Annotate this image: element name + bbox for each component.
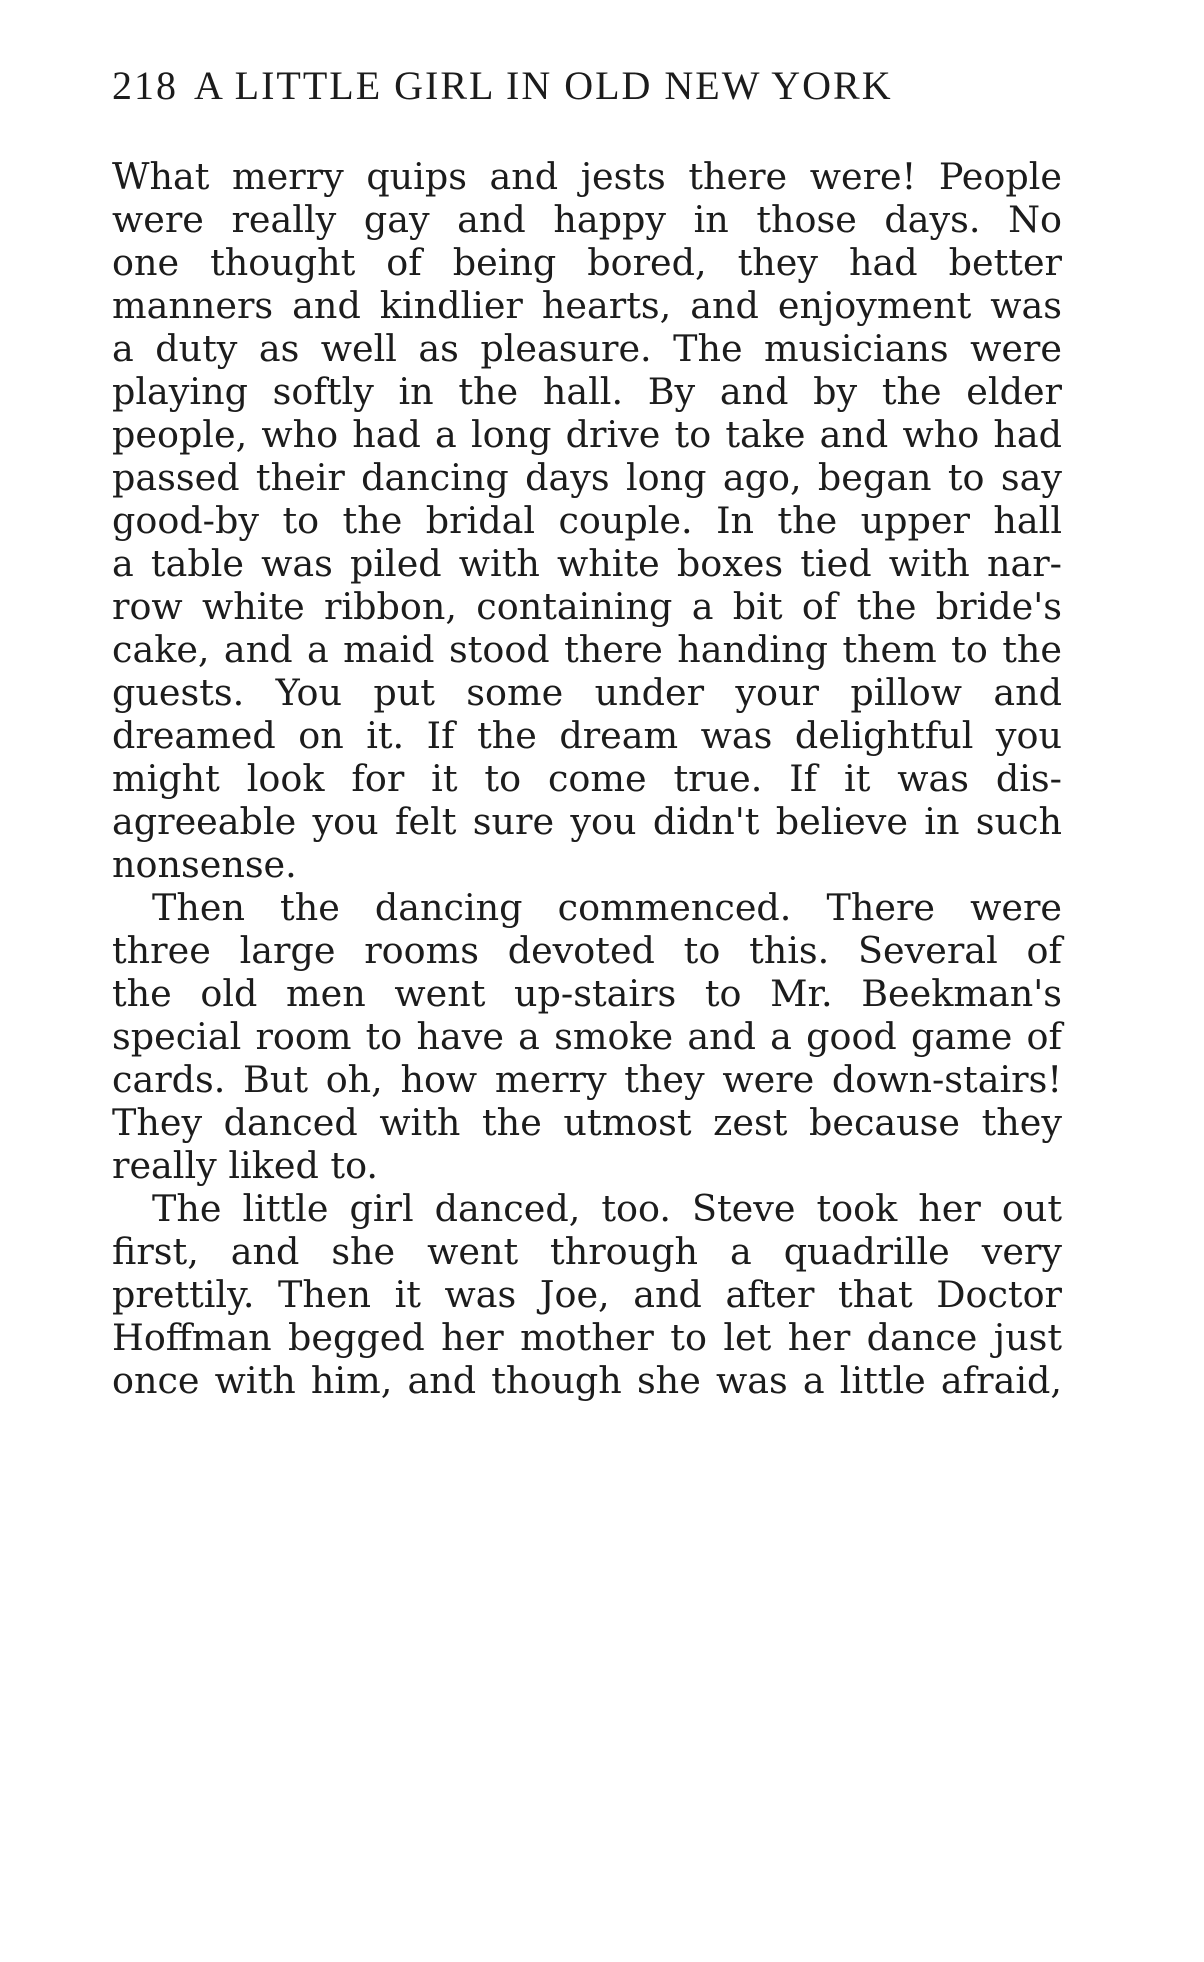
running-head	[112, 62, 1112, 110]
text-line: a table was piled with white boxes tied with nar-	[112, 542, 1062, 585]
text-line: row white ribbon, containing a bit of the bride's	[112, 585, 1062, 628]
text-line: first, and she went through a quadrille very	[112, 1230, 1062, 1273]
text-line: good-by to the bridal couple. In the upper hall	[112, 499, 1062, 542]
text-line: cards. But oh, how merry they were down-stairs!	[112, 1058, 1062, 1101]
text-line: three large rooms devoted to this. Several of	[112, 929, 1062, 972]
text-line: They danced with the utmost zest because they	[112, 1101, 1062, 1144]
text-line: manners and kindlier hearts, and enjoyment was	[112, 284, 1062, 327]
text-line: cake, and a maid stood there handing them to the	[112, 628, 1062, 671]
text-line: the old men went up-stairs to Mr. Beekman's	[112, 972, 1062, 1015]
text-line: Then the dancing commenced. There were	[152, 886, 1062, 929]
text-line: guests. You put some under your pillow and	[112, 671, 1062, 714]
text-line: Hoffman begged her mother to let her dance just	[112, 1316, 1062, 1359]
text-line: people, who had a long drive to take and who had	[112, 413, 1062, 456]
text-line: once with him, and though she was a little afraid,	[112, 1359, 1062, 1402]
text-line: dreamed on it. If the dream was delightful you	[112, 714, 1062, 757]
page-number: 218	[112, 63, 178, 108]
text-line: agreeable you felt sure you didn't believe in such	[112, 800, 1062, 843]
text-line: playing softly in the hall. By and by the elder	[112, 370, 1062, 413]
text-line: really liked to.	[112, 1144, 379, 1187]
text-line: special room to have a smoke and a good game of	[112, 1015, 1062, 1058]
text-line: nonsense.	[112, 843, 297, 886]
text-line: a duty as well as pleasure. The musicians were	[112, 327, 1062, 370]
text-line: might look for it to come true. If it was dis-	[112, 757, 1062, 800]
text-line: prettily. Then it was Joe, and after that Doctor	[112, 1273, 1062, 1316]
text-line: one thought of being bored, they had better	[112, 241, 1062, 284]
running-title: A LITTLE GIRL IN OLD NEW YORK	[194, 63, 893, 108]
text-line: passed their dancing days long ago, began to say	[112, 456, 1062, 499]
text-line: were really gay and happy in those days. No	[112, 198, 1062, 241]
text-line: What merry quips and jests there were! People	[112, 155, 1062, 198]
text-line: The little girl danced, too. Steve took her out	[152, 1187, 1062, 1230]
